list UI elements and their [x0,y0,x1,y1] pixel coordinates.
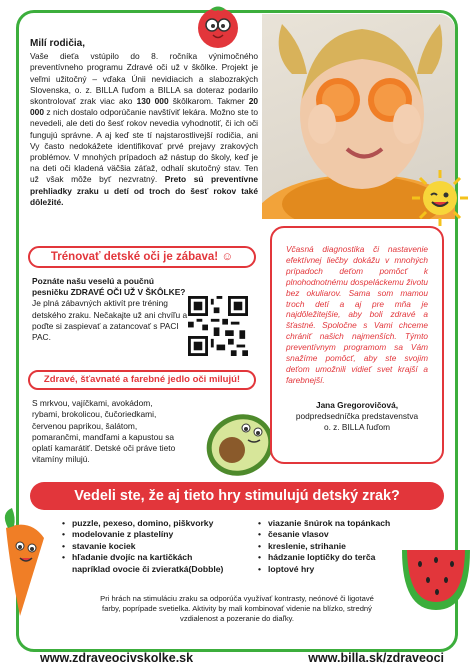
list-item: • modelovanie z plastelíny [62,529,252,540]
intro-p2: škôlkarom. Takmer [172,96,245,107]
list-item: • kreslenie, strihanie [258,541,408,552]
list-item: • česanie vlasov [258,529,408,540]
watermelon-mascot-icon [398,540,474,612]
footer-link-billa[interactable]: www.billa.sk/zdraveoci [308,651,444,665]
sun-mascot-icon [410,168,470,228]
footer [20,646,454,672]
intro-letter [30,38,258,208]
intro-count2: 20 000 [30,96,259,118]
training-body: Je plná zábavných aktivít pre tréning detského zraku. Nečakajte už ani chvíľu a poďte si zaspievať a zatancovať s PACI PAC. [32,298,188,343]
intro-p1: Vaše dieťa vstúpilo do 8. ročníka výnimočného preventívneho programu Zdravé oči už v škôlke. Projekt je veľmi užitočný – vďaka Únii nevidiacich a slabozrakých Slovenska, o. z. BILLA ľuďom a BILLA sa doteraz podarilo skontrolovať zrak viac ako [30,51,258,107]
greeting: Milí rodičia, [30,38,86,49]
carrot-mascot-icon [0,508,52,618]
list-item: • hádzanie loptičky do terča [258,552,408,563]
quote-text: Včasná diagnostika či nastavenie efektívnej liečby dokážu v mnohých prípadoch deťom pomôcť k plnohodnotnému dospeláckemu životu bez okuliarov. Sama som mamou troch detí a aj pre mňa je najdôležitejšie, aby boli zdravé a šťastné. Spoločne s Vami chceme chrániť našich najmenších. Týmto preventívnym programom sa Vám snažíme pomôcť, aby ste svojim deťom umožnili vidieť svet krajší a farebnejší. [286,244,428,385]
training-text [32,276,192,343]
intro-p4: Preto sú preventívne prehliadky zraku u detí od troch do šesť rokov také dôležité. [30,174,258,207]
author-name: Jana Gregorovičová, [315,399,399,410]
qr-code[interactable] [188,296,248,356]
games-list-right [258,518,408,575]
food-heading: Zdravé, šťavnaté a farebné jedlo oči milujú! [28,370,256,390]
footer-link-zdraveoci[interactable]: www.zdraveocivskolke.sk [40,651,194,665]
list-item-continuation: napríklad ovocie či zvieratká(Dobble) [72,563,224,574]
list-item: • viazanie šnúrok na topánkach [258,518,408,529]
list-item: • stavanie kociek [62,541,252,552]
food-text: S mrkvou, vajíčkami, avokádom, rybami, brokolicou, čučoriedkami, červenou paprikou, šalátom, pomarančmi, mandľami a kapustou sa oplatí kamarátiť. Detské oči práve tieto vitamíny milujú. [32,398,176,465]
intro-p3: z nich dostalo odporúčanie navštíviť lekára. Možno ste to nevedeli, ale deti do šesť rokov nevedia vyhodnotiť, či ich oči fungujú správne. A aj keď ste tí najstarostlivejší rodičia, ani Vy často nedokážete identifikovať prvé prejavy zrakových problémov. V mnohých prípadoch až nástup do školy, keď je na deti oči kladená väčšia záťaž, odhalí skutočný stav. Ten už však môže byť nezvratný. [30,107,258,185]
quote-author [286,400,428,433]
intro-count1: 130 000 [136,96,169,107]
quote-box [270,226,444,464]
training-song-question: Poznáte našu veselú a poučnú pesničku ZDRAVÉ OČI UŽ V ŠKÔLKE? [32,276,186,298]
games-note: Pri hrách na stimuláciu zraku sa odporúča využívať kontrasty, neónové či ligotavé farby, poprípade svetielka. Aktivity by mali kombinovať videnie na blízko, stredný vzdialenost a pozeranie do diaľky. [100,594,374,623]
list-item: • loptové hry [258,564,408,575]
author-role-1: podpredsedníčka predstavenstva [295,410,419,421]
training-heading: Trénovať detské oči je zábava! ☺ [28,246,256,268]
author-role-2: o. z. BILLA ľuďom [323,421,391,432]
list-item: • puzzle, pexeso, domino, piškvorky [62,518,252,529]
games-banner: Vedeli ste, že aj tieto hry stimulujú detský zrak? [30,482,444,510]
games-list-left [62,518,252,575]
list-item: • hľadanie dvojíc na kartičkách [62,552,252,563]
avocado-mascot-icon [200,400,280,480]
